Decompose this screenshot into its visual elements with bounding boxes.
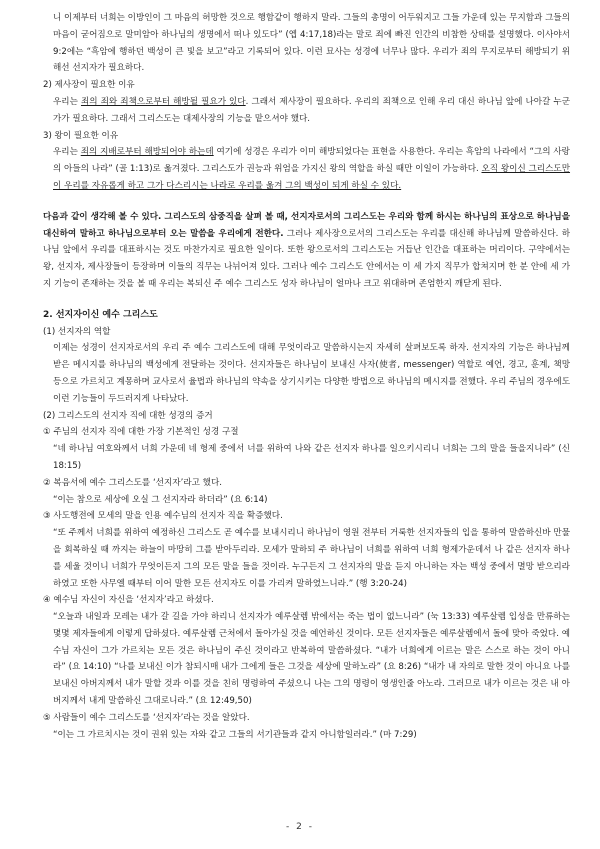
s1-heading: (1) 선지자의 역할 (43, 326, 111, 337)
item3-underlined-1: 죄의 지배로부터 해방되어야 하는데 (80, 147, 214, 158)
c3-heading: ③ 사도행전에 모세의 말을 인용 예수님의 선지자 직을 확증했다. (43, 511, 283, 522)
item3-pre: 우리는 (53, 147, 81, 158)
summary-bold: 다음과 같이 생각해 볼 수 있다. 그리스도의 삼중직을 살펴 볼 때, 선지자로서의 그리스도는 우리와 함께 하시는 하나님의 표상으로 하나님을 대신하여 말하고 하나님으로부터 오는 말씀을 우리에게 전한다. (43, 211, 570, 239)
s1-body: 이제는 성경이 선지자로서의 우리 주 예수 그리스도에 대해 무엇이라고 말씀하시는지 자세히 살펴보도록 하자. 선지자의 기능은 하나님께 받은 메시지를 하나님의 백성에게 전달하는 것이다. 선지자들은 하나님이 보내신 사자(使者, messenger) 역할로 예언, 경고, 훈계, 책망 등으로 가르치고 계몽하며 교사로서 율법과 하나님의 약속을 상기시키는 다양한 방법으로 하나님의 메시지를 전했다. 우리 주님의 경우에도 이런 기능들이 두드러지게 나타났다. (53, 343, 570, 404)
item2-heading: 2) 제사장이 필요한 이유 (43, 80, 135, 91)
summary-paragraph (33, 209, 570, 293)
c1-quote: “네 하나님 여호와께서 너희 가운데 네 형제 중에서 너를 위하여 나와 같은 선지자 하나를 일으키시리니 너희는 그의 말을 들을지니라” (신 18:15) (53, 444, 570, 471)
item2-underlined: 죄의 죄와 죄책으로부터 해방될 필요가 있다 (80, 96, 246, 107)
summary-rest: 그러나 제사장으로서의 그리스도는 우리를 대신해 하나님께 말씀하신다. 하나님 앞에서 우리를 대표하시는 것도 마찬가지로 필요한 일이다. 또한 왕으로서의 그리스도는 거듭난 인간을 대표하는 머리이다. 구약에서는 왕, 선지자, 제사장들이 등장하며 이들의 직무는 나뉘어져 있다. 그러나 예수 그리스도 안에서는 이 세 가지 직무가 합쳐지며 한 분 안에 세 가지 기능이 존재하는 것을 볼 때 우리는 복되신 주 예수 그리스도 성자 하나님이 얼마나 크고 위대하며 존엄한지 깨닫게 된다. (43, 228, 571, 289)
c2-quote: “이는 참으로 세상에 오실 그 선지자라 하더라” (요 6:14) (53, 494, 268, 505)
c3-quote: “또 주께서 너희를 위하여 예정하신 그리스도 곧 예수를 보내시리니 하나님이 영원 전부터 거룩한 선지자들의 입을 통하여 말씀하신바 만물을 회복하실 때 까지는 하늘이 마땅히 그를 받아두리라. 모세가 말하되 주 하나님이 너희를 위하여 너희 형제가운데서 나 같은 선지자 하나를 세울 것이니 너희가 무엇이든지 그의 모든 말을 들을 것이라. 누구든지 그 선지자의 말을 듣지 아니하는 자는 백성 중에서 멸망 받으리라 하였고 또한 사무엘 때부터 이어 말한 모든 선지자도 이를 가리켜 말하였느니라.” (행 3:20-24) (53, 528, 570, 589)
intro-paragraph: 니 이제부터 너희는 이방인이 그 마음의 허망한 것으로 행함같이 행하지 말라. 그들의 총명이 어두워지고 그들 가운데 있는 무지함과 그들의 마음이 굳어짐으로 말미암아 하나님의 생명에서 떠나 있도다” (엡 4:17,18)라는 말로 죄에 빠진 인간의 비참한 상태를 설명했다. 이사야서 9:2에는 “흑암에 행하던 백성이 큰 빛을 보고”라고 기록되어 있다. 이런 묘사는 성경에 너무나 많다. 우리가 죄의 무지로부터 해방되기 위해선 선지자가 필요하다. (53, 13, 570, 74)
c2-heading: ② 복음서에 예수 그리스도를 ‘선지자’라고 했다. (43, 477, 222, 488)
item3-mid: 여기에 성경은 우리가 이미 해방되었다는 표현을 사용한다. 우리는 흑암의 나라에서 “그의 사랑의 아들의 나라” (골 1:13)로 옮겨졌다. 그리스도가 권능과 위엄을 가지신 왕의 역할을 하실 때만 이일이 가능하다. (53, 147, 570, 175)
c5-quote: “이는 그 가르치시는 것이 권위 있는 자와 같고 그들의 서기관들과 같지 아니함일러라.” (마 7:29) (53, 729, 417, 740)
item2-body (33, 94, 570, 128)
c4-heading: ④ 예수님 자신이 자신을 ‘선지자’라고 하셨다. (43, 595, 214, 606)
c5-heading: ⑤ 사람들이 예수 그리스도를 ‘선지자’라는 것을 알았다. (43, 712, 250, 723)
c1-heading: ① 주님의 선지자 직에 대한 가장 기본적인 성경 구절 (43, 427, 239, 438)
item2-pre: 우리는 (53, 96, 81, 107)
item3-heading: 3) 왕이 필요한 이유 (43, 130, 119, 141)
c4-quote: “오늘과 내일과 모레는 내가 갈 길을 가야 하리니 선지자가 예루살렘 밖에서는 죽는 법이 없느니라” (눅 13:33) 예루살렘 입성을 만류하는 몇몇 제자들에게 이렇게 답하셨다. 예루살렘 근처에서 돌아가실 것을 예언하신 것이다. 모든 선지자들은 예루살렘에서 돌에 맞아 죽었다. 예수님 자신이 그가 가르치는 모든 것은 하나님이 주신 것이라고 반복하여 말씀하셨다. “내가 너희에게 이르는 말은 스스로 하는 것이 아니라” (요 14:10) “나를 보내신 이가 참되시매 내가 그에게 들은 그것을 세상에 말하노라” (요 8:26) “내가 내 자의로 말한 것이 아니요 나를 보내신 아버지께서 내가 말할 것과 이를 것을 친히 명령하여 주셨으니 나는 그의 명령이 영생인줄 아노라. 그러므로 내가 이르는 것은 내 아버지께서 내게 말씀하신 그대로니라.” (요 12:49,50) (53, 612, 570, 707)
item2-post: . 그래서 제사장이 필요하다. 우리의 죄책으로 인해 우리 대신 하나님 앞에 나아갈 누군가가 필요하다. 그래서 그리스도는 대제사장의 기능을 맡으셔야 했다. (53, 96, 571, 124)
section2-title: 2. 선지자이신 예수 그리스도 (43, 309, 158, 320)
document-page (33, 10, 570, 743)
item3-underlined-2: 오직 왕이신 그리스도만이 우리를 자유롭게 하고 그가 다스리시는 나라로 우리를 옮겨 그의 백성이 되게 하실 수 있다. (53, 164, 571, 191)
s2-heading: (2) 그리스도의 선지자 직에 대한 성경의 증거 (43, 410, 213, 421)
item3-body (33, 144, 570, 194)
page-number: - 2 - (286, 822, 314, 832)
